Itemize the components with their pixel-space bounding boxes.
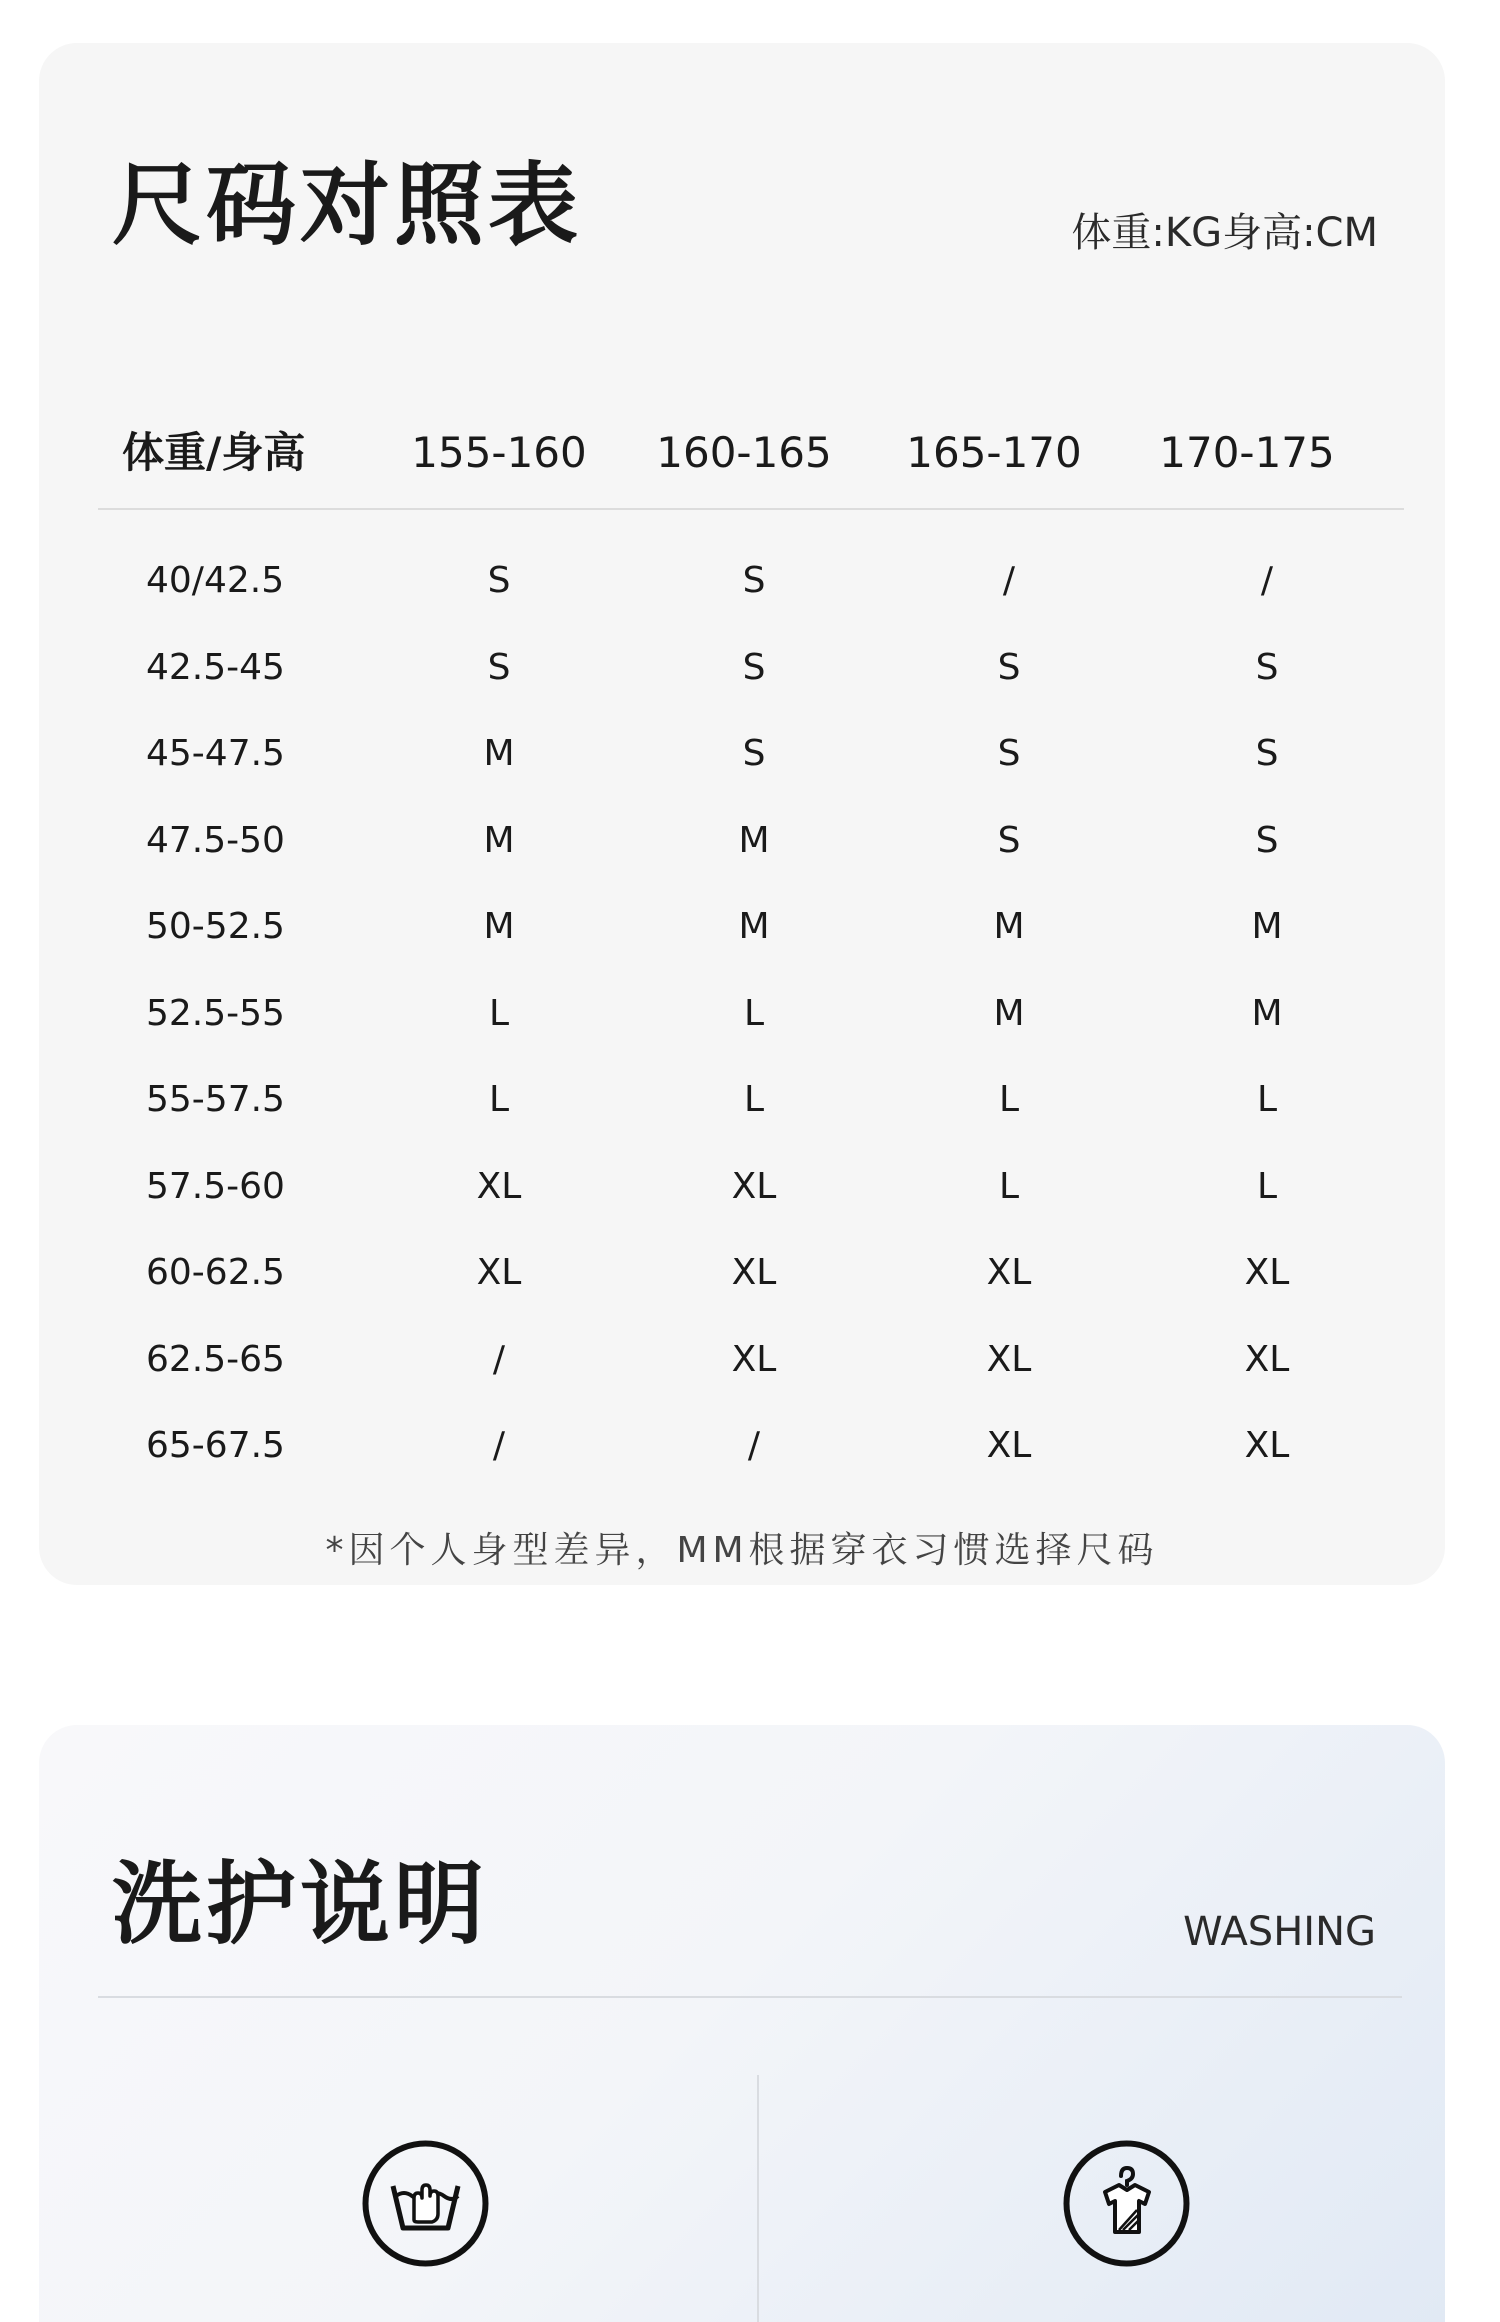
size-cell: M: [483, 819, 515, 861]
size-cell: M: [483, 733, 515, 774]
weight-cell: 65-67.5: [146, 1425, 285, 1466]
table-row: [39, 816, 1445, 903]
size-cell: S: [487, 646, 511, 688]
size-cell: S: [742, 733, 766, 774]
size-cell: /: [1002, 560, 1016, 601]
size-cell: S: [487, 560, 511, 601]
size-cell: M: [1251, 906, 1283, 947]
weight-cell: 55-57.5: [146, 1079, 285, 1120]
hang-dry-item: [1061, 2138, 1192, 2269]
size-chart-note: *因个人身型差异，MM根据穿衣习惯选择尺码: [325, 1530, 1159, 1571]
table-row: [39, 729, 1445, 816]
hand-wash-icon: [360, 2138, 491, 2269]
size-cell: XL: [731, 1252, 777, 1293]
size-cell: M: [993, 992, 1025, 1034]
size-cell: S: [1255, 646, 1279, 688]
size-cell: L: [743, 992, 765, 1034]
size-cell: XL: [986, 1252, 1032, 1293]
size-cell: /: [492, 1338, 506, 1380]
size-cell: XL: [1244, 1425, 1290, 1466]
header-height-col-1: 155-160: [411, 428, 587, 477]
size-cell: M: [993, 906, 1025, 947]
table-row: [39, 1335, 1445, 1422]
hang-dry-icon: [1061, 2138, 1192, 2269]
size-cell: L: [1256, 1165, 1278, 1207]
table-row: [39, 1421, 1445, 1508]
size-cell: S: [997, 819, 1021, 861]
size-cell: S: [997, 646, 1021, 688]
size-chart-header-row: [39, 428, 1445, 478]
size-cell: L: [743, 1079, 765, 1120]
header-divider: [98, 508, 1404, 510]
size-cell: L: [998, 1079, 1020, 1120]
weight-cell: 60-62.5: [146, 1252, 285, 1293]
size-chart-unit-label: 体重:KG身高:CM: [1071, 210, 1378, 256]
size-cell: XL: [986, 1425, 1032, 1466]
size-cell: M: [738, 906, 770, 947]
size-cell: XL: [1244, 1338, 1290, 1380]
size-cell: S: [1255, 733, 1279, 774]
size-cell: M: [738, 819, 770, 861]
hand-wash-item: [360, 2138, 491, 2269]
header-height-col-2: 160-165: [656, 428, 832, 477]
table-row: [39, 643, 1445, 730]
size-chart-title: 尺码对照表: [112, 153, 582, 258]
size-cell: XL: [731, 1165, 777, 1207]
size-cell: XL: [1244, 1252, 1290, 1293]
size-cell: /: [1260, 560, 1274, 601]
size-cell: L: [1256, 1079, 1278, 1120]
weight-cell: 47.5-50: [146, 819, 285, 861]
washing-column-divider: [757, 2075, 759, 2322]
header-height-col-4: 170-175: [1159, 428, 1335, 477]
size-cell: S: [742, 560, 766, 601]
size-cell: XL: [731, 1338, 777, 1380]
size-cell: XL: [476, 1165, 522, 1207]
size-cell: XL: [476, 1252, 522, 1293]
table-row: [39, 1248, 1445, 1335]
washing-divider: [98, 1996, 1402, 1998]
washing-card: [39, 1725, 1445, 2322]
weight-cell: 52.5-55: [146, 992, 285, 1034]
size-cell: /: [492, 1425, 506, 1466]
weight-cell: 57.5-60: [146, 1165, 285, 1207]
size-cell: S: [742, 646, 766, 688]
table-row: [39, 556, 1445, 643]
size-cell: L: [488, 992, 510, 1034]
weight-cell: 50-52.5: [146, 906, 285, 947]
weight-cell: 45-47.5: [146, 733, 285, 774]
table-row: [39, 989, 1445, 1076]
weight-cell: 62.5-65: [146, 1338, 285, 1380]
size-chart-rows: [39, 556, 1445, 1508]
size-chart-card: [39, 43, 1445, 1585]
size-cell: S: [1255, 819, 1279, 861]
table-row: [39, 1075, 1445, 1162]
washing-subtitle: WASHING: [1183, 1909, 1376, 1955]
size-cell: L: [488, 1079, 510, 1120]
size-cell: L: [998, 1165, 1020, 1207]
header-weight-height: 体重/身高: [122, 428, 306, 477]
washing-title: 洗护说明: [112, 1852, 488, 1957]
size-cell: M: [483, 906, 515, 947]
header-height-col-3: 165-170: [906, 428, 1082, 477]
table-row: [39, 902, 1445, 989]
weight-cell: 40/42.5: [146, 560, 285, 601]
size-cell: XL: [986, 1338, 1032, 1380]
table-row: [39, 1162, 1445, 1249]
size-cell: M: [1251, 992, 1283, 1034]
size-cell: /: [747, 1425, 761, 1466]
weight-cell: 42.5-45: [146, 646, 285, 688]
size-cell: S: [997, 733, 1021, 774]
